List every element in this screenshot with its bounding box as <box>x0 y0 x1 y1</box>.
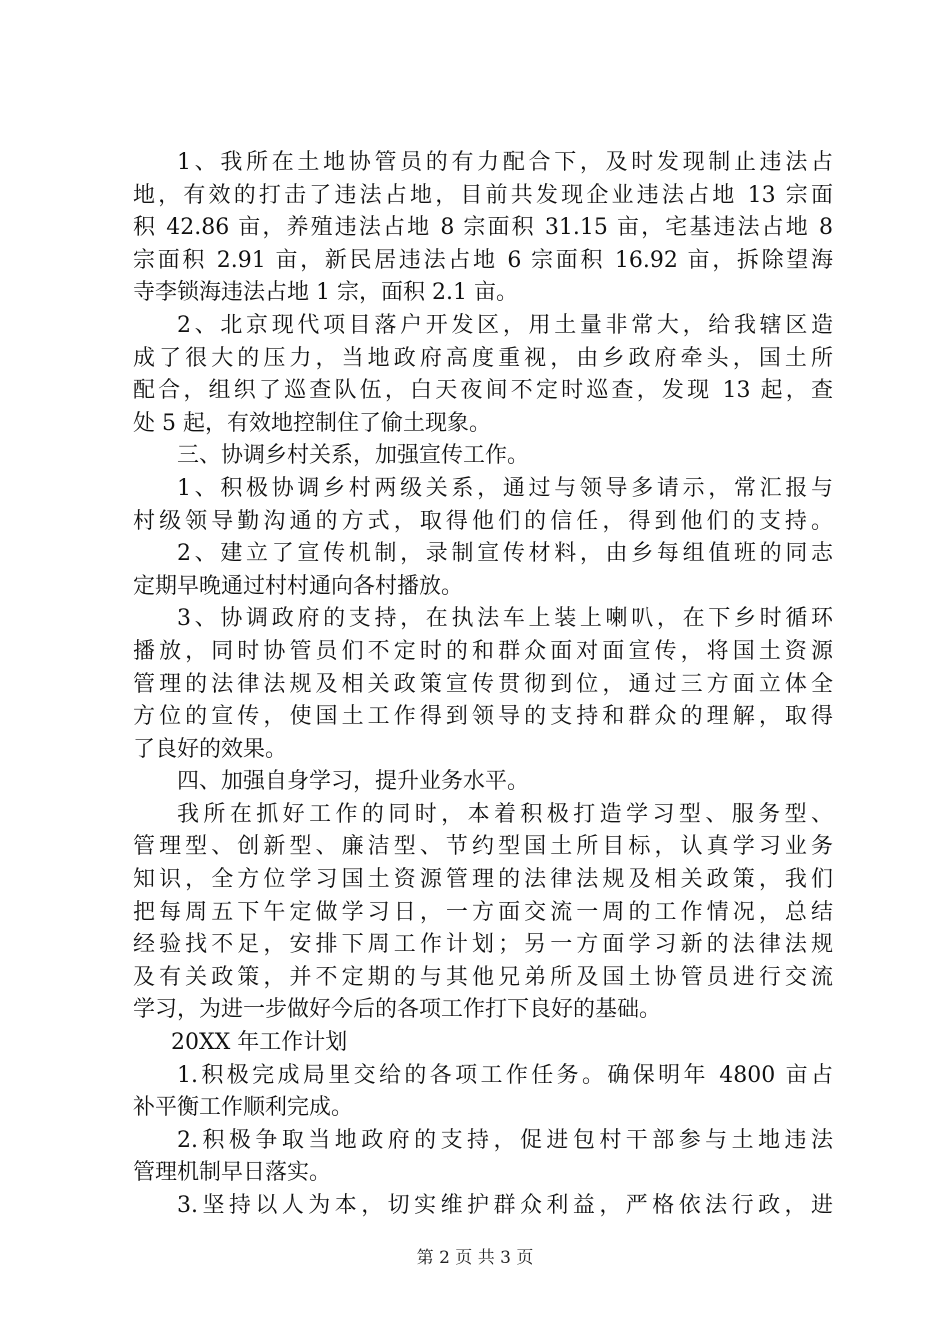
section-heading: 20XX 年工作计划 <box>171 1030 348 1056</box>
paragraph-line: 知识，全方位学习国土资源管理的法律法规及相关政策，我们 <box>133 867 833 893</box>
paragraph-line: 3.坚持以人为本，切实维护群众利益，严格依法行政，进 <box>177 1193 833 1218</box>
paragraph-line: 1、我所在土地协管员的有力配合下，及时发现制止违法占 <box>177 150 833 175</box>
document-body <box>133 147 833 1223</box>
paragraph-line: 及有关政策，并不定期的与其他兄弟所及国土协管员进行交流 <box>133 964 833 990</box>
paragraph-line: 1.积极完成局里交给的各项工作任务。确保明年 4800 亩占 <box>177 1062 833 1088</box>
section-heading: 三、协调乡村关系，加强宣传工作。 <box>177 443 530 469</box>
paragraph-line: 村级领导勤沟通的方式，取得他们的信任，得到他们的支持。 <box>133 508 833 534</box>
paragraph-line: 宗面积 2.91 亩，新民居违法占地 6 宗面积 16.92 亩，拆除望海 <box>133 247 833 273</box>
section-heading: 四、加强自身学习，提升业务水平。 <box>177 769 530 795</box>
paragraph-line: 2.积极争取当地政府的支持，促进包村干部参与土地违法 <box>177 1127 833 1153</box>
paragraph-line: 2、建立了宣传机制，录制宣传材料，由乡每组值班的同志 <box>177 541 833 567</box>
paragraph-line: 管理型、创新型、廉洁型、节约型国土所目标，认真学习业务 <box>133 834 833 860</box>
paragraph-line: 2、北京现代项目落户开发区，用土量非常大，给我辖区造 <box>177 312 833 338</box>
paragraph-line: 积 42.86 亩，养殖违法占地 8 宗面积 31.15 亩，宅基违法占地 8 <box>133 215 833 241</box>
paragraph-line: 方位的宣传，使国土工作得到领导的支持和群众的理解，取得 <box>133 704 833 730</box>
paragraph-line: 寺李锁海违法占地 1 宗，面积 2.1 亩。 <box>133 280 518 306</box>
paragraph-line: 我所在抓好工作的同时，本着积极打造学习型、服务型、 <box>177 801 833 827</box>
paragraph-line: 播放，同时协管员们不定时的和群众面对面宣传，将国土资源 <box>133 638 833 664</box>
paragraph-line: 把每周五下午定做学习日，一方面交流一周的工作情况，总结 <box>133 899 833 925</box>
paragraph-line: 学习，为进一步做好今后的各项工作打下良好的基础。 <box>133 997 662 1023</box>
paragraph-line: 了良好的效果。 <box>133 736 288 762</box>
paragraph-line: 定期早晚通过村村通向各村播放。 <box>133 573 464 599</box>
paragraph-line: 3、协调政府的支持，在执法车上装上喇叭，在下乡时循环 <box>177 606 833 632</box>
paragraph-line: 配合，组织了巡查队伍，白天夜间不定时巡查，发现 13 起，查 <box>133 378 833 404</box>
paragraph-line: 经验找不足，安排下周工作计划；另一方面学习新的法律法规 <box>133 932 833 958</box>
paragraph-line: 管理的法律法规及相关政策宣传贯彻到位，通过三方面立体全 <box>133 671 833 697</box>
paragraph-line: 1、积极协调乡村两级关系，通过与领导多请示，常汇报与 <box>177 475 833 501</box>
paragraph-line: 成了很大的压力，当地政府高度重视，由乡政府牵头，国土所 <box>133 345 833 371</box>
page-number: 第 2 页 共 3 页 <box>416 1248 534 1268</box>
paragraph-line: 补平衡工作顺利完成。 <box>133 1095 354 1121</box>
paragraph-line: 管理机制早日落实。 <box>133 1160 332 1186</box>
paragraph-line: 地，有效的打击了违法占地，目前共发现企业违法占地 13 宗面 <box>133 182 833 208</box>
paragraph-line: 处 5 起，有效地控制住了偷土现象。 <box>133 410 491 436</box>
